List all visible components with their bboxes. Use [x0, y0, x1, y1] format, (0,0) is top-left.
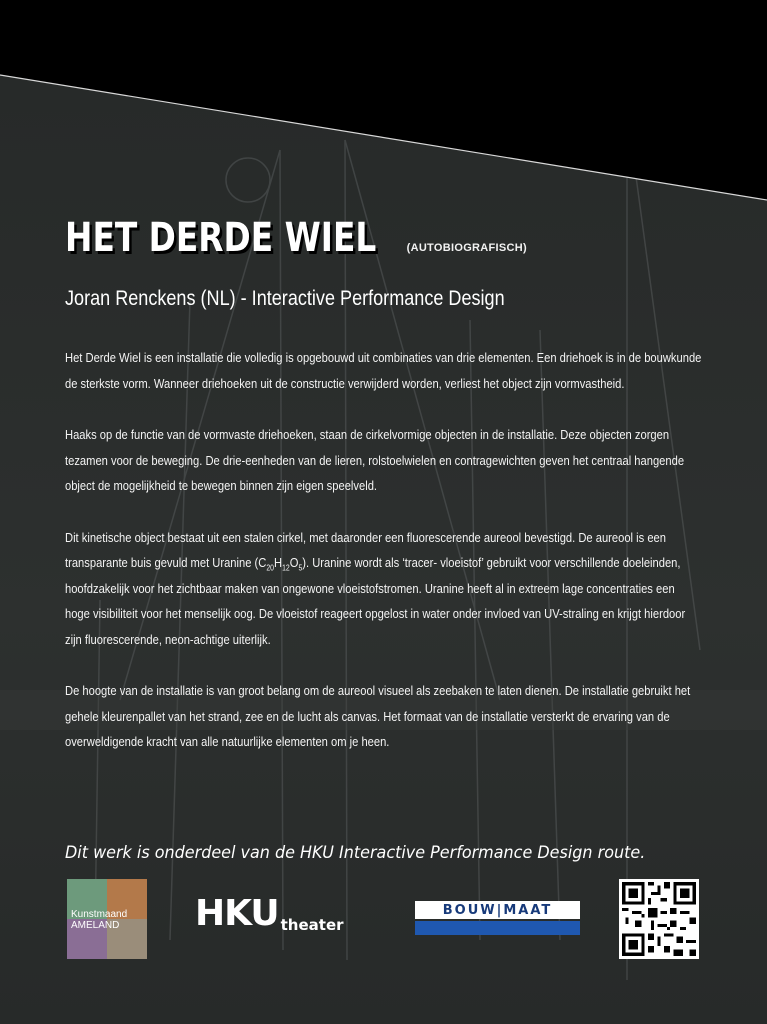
formula-h: H [274, 555, 283, 570]
qr-code[interactable] [619, 879, 699, 959]
paragraph-1: Het Derde Wiel is een installatie die volledig is opgebouwd uit combinaties van drie elementen. Een driehoek is in de bouwkunde de sterkste vorm. Wanneer driehoeken uit de constructie verwijderd worden, verliest het object zijn vormvastheid. [65, 350, 702, 391]
hku-theater-logo [195, 893, 344, 934]
formula-o: O [289, 555, 299, 570]
paragraph-2: Haaks op de functie van de vormvaste driehoeken, staan de cirkelvormige objecten in de installatie. Deze objecten zorgen tezamen voor de beweging. De drie-eenheden van de lieren, rolstoelwielen en contragewichten geven het centraal hangende object de mogelijkheid te bewegen binnen zijn eigen speelveld. [65, 427, 685, 493]
title-tag: (AUTOBIOGRAFISCH) [406, 242, 527, 254]
paragraph-4: De hoogte van de installatie is van groot belang om de aureool visueel als zeebaken te laten dienen. De installatie gebruikt het gehele kleurenpallet van het strand, zee en de lucht als canvas. Het formaat van de installatie versterkt de ervaring van de overweldigende kracht van alle natuurlijke elementen om je heen. [65, 683, 691, 749]
byline: Joran Renckens (NL) - Interactive Performance Design [65, 287, 505, 310]
ameland-line-2: AMELAND [71, 920, 120, 931]
paragraph-3-part: Dit kinetische object bestaat uit een stalen cirkel, met daaronder een fluorescerende aureool bevestigd. De aureool is een transparante buis gevuld met Uranine (C [65, 529, 666, 570]
formula-sub-5: 5 [298, 563, 303, 573]
bouwmaat-logo-text: BOUW|MAAT [415, 901, 580, 919]
formula-sub-12: 12 [282, 563, 290, 573]
hku-logo-text: HKU [195, 893, 279, 934]
route-note: Dit werk is onderdeel van de HKU Interactive Performance Design route. [65, 843, 646, 863]
bouwmaat-blue-bar [415, 921, 580, 935]
page-title: HET DERDE WIEL [65, 215, 377, 261]
bouwmaat-logo [415, 901, 580, 935]
paragraph-3 [65, 525, 701, 653]
body-text [65, 345, 701, 781]
hku-theater-text: theater [280, 916, 344, 934]
kunstmaand-ameland-logo [67, 879, 147, 959]
title-row [65, 215, 527, 261]
ameland-line-1: Kunstmaand [71, 909, 128, 920]
ameland-logo-text [71, 909, 127, 931]
formula-sub-20: 20 [266, 563, 275, 573]
paragraph-3-rest: ). Uranine wordt als ‘tracer- vloeistof’ gebruikt voor verschillende doeleinden, hoofdzakelijk voor het zichtbaar maken van ongewone vloeistofstromen. Uranine heeft al in extreem lage concentraties een hoge visibiliteit voor het menselijk oog. De vloeistof reageert opgelost in water onder invloed van UV-straling en krijgt hierdoor zijn fluorescerende, neon-achtige uiterlijk. [65, 555, 686, 647]
